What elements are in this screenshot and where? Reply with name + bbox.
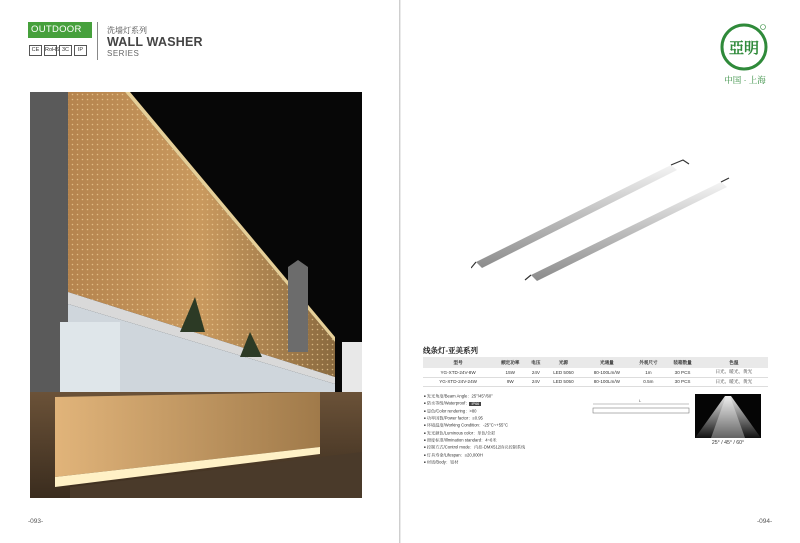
col-header-size: 外观尺寸 (631, 357, 665, 368)
cell-size: 1m (631, 368, 665, 377)
spec-list (424, 393, 525, 466)
header-divider (97, 22, 98, 60)
ccc-cert-icon: 3C (59, 45, 72, 56)
table-row (423, 368, 768, 377)
series-title-cn: 洗墙灯系列 (107, 26, 147, 35)
right-page-number: -094- (757, 518, 773, 525)
col-header-power: 额定功率 (493, 357, 527, 368)
cell-voltage: 24V (527, 368, 544, 377)
cell-voltage: 24V (527, 377, 544, 386)
spec-item: ■ 照度标准/Illmination standard：4~6米 (424, 437, 525, 444)
series-subtitle: SERIES (107, 49, 140, 58)
beam-angle-icon (695, 394, 761, 438)
cell-lumen: 80-100Lm/W (582, 368, 631, 377)
ce-cert-icon: CE (29, 45, 42, 56)
col-header-model: 型号 (423, 357, 493, 368)
left-page-number: -093- (28, 518, 44, 525)
col-header-light-source: 光源 (544, 357, 582, 368)
spec-item: ■ 发光颜色/Luminous color：单色/全彩 (424, 430, 525, 437)
yaming-logo (719, 22, 769, 72)
outdoor-tag: OUTDOOR (28, 22, 92, 38)
spec-item: ■ 发光角度/Beam Angle：25°/45°/60° (424, 393, 525, 400)
cell-light-source: LED 5050 (544, 368, 582, 377)
spec-item: ■ 控制方式/Control mode：内控-DMX512协议控制系统 (424, 444, 525, 451)
spec-item: ■ 环境温度/Working Condition：-25°C~+55°C (424, 422, 525, 429)
building-photo (30, 92, 362, 498)
cell-size: 0.5m (631, 377, 665, 386)
spec-item: ■ 材质/Body：铝材 (424, 459, 525, 466)
cell-model: YG-XTD-24V-24W (423, 377, 493, 386)
spec-table (423, 357, 768, 387)
logo-location: 中国 · 上海 (724, 75, 766, 85)
linear-light-product-image (471, 150, 731, 285)
beam-angle-label: 25° / 45° / 60° (711, 440, 745, 446)
table-row (423, 377, 768, 386)
dimension-label: L (639, 398, 642, 403)
col-header-voltage: 电压 (527, 357, 544, 368)
spec-item: ■ 灯具寿命/Lifespan：≥20,000H (424, 452, 525, 459)
col-header-packing: 装箱数量 (665, 357, 699, 368)
logo-text: 亞明 (728, 40, 759, 57)
cell-power: 15W (493, 368, 527, 377)
cell-light-source: LED 5050 (544, 377, 582, 386)
product-title: 线条灯-亚美系列 (423, 346, 478, 355)
beam-angle-diagram (695, 394, 761, 438)
spec-item: ■ 功率因数/Power factor：≥0.95 (424, 415, 525, 422)
spec-item: ■ 显色/Color rendering：>80 (424, 408, 525, 415)
col-header-lumen: 光通量 (582, 357, 631, 368)
spec-waterproof-text: 防水等级/Waterproof： (426, 400, 470, 406)
waterproof-badge: IP66 (471, 401, 480, 406)
table-header-row (423, 357, 768, 368)
cell-lumen: 80-100Lm/W (582, 377, 631, 386)
certification-icons (29, 45, 87, 56)
right-page (401, 0, 800, 543)
ip-cert-icon: IP (74, 45, 87, 56)
rohs-cert-icon: RoHS (44, 45, 57, 56)
dimension-diagram (591, 398, 691, 418)
cell-color-temp: 日光、暖光、黄光 (700, 368, 768, 377)
cell-power: 9W (493, 377, 527, 386)
cell-model: YG-XTD-24V-8W (423, 368, 493, 377)
series-title-en: WALL WASHER (107, 35, 203, 49)
col-header-color-temp: 色温 (700, 357, 768, 368)
cell-packing: 30 PCS (665, 377, 699, 386)
cell-color-temp: 日光、暖光、黄光 (700, 377, 768, 386)
spec-item (424, 400, 525, 407)
building-illustration (30, 92, 362, 498)
cell-packing: 30 PCS (665, 368, 699, 377)
